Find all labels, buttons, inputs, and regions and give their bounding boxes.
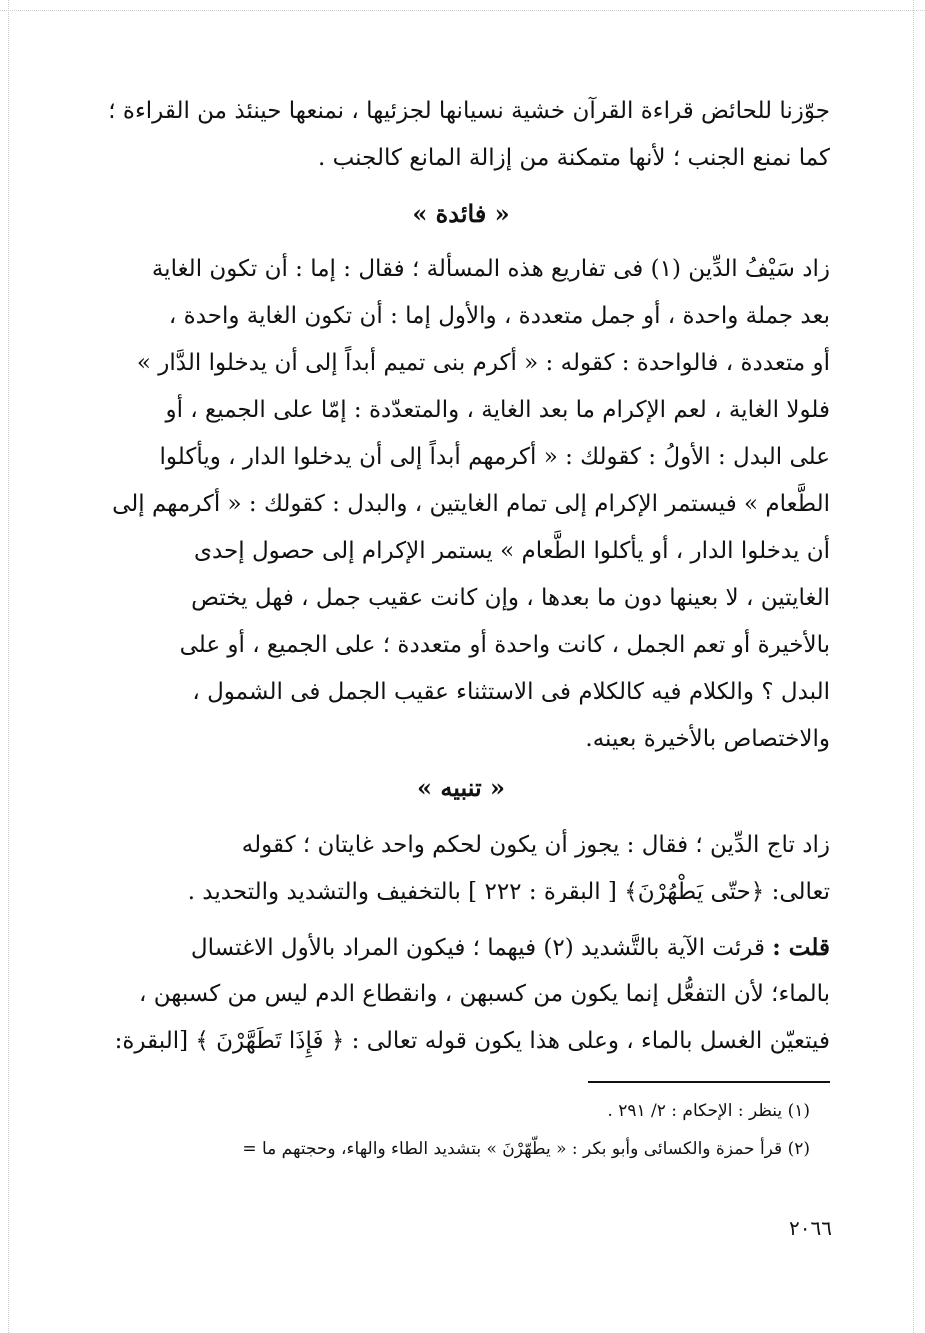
qult-label: قلت : (772, 934, 830, 961)
section-body-tanbih (92, 822, 830, 916)
text-line: بالأخيرة أو تعم الجمل ، كانت واحدة أو متعددة ؛ على الجميع ، أو على (179, 632, 830, 658)
text-line: أن يدخلوا الدار ، أو يأكلوا الطَّعام » يستمر الإكرام إلى حصول إحدى (193, 538, 830, 564)
text-line (92, 924, 830, 971)
section-heading-tanbih: « تنبيه » (417, 773, 505, 802)
text-line: زاد سَيْفُ الدِّين (١) فى تفاريع هذه المسألة ؛ فقال : إما : أن تكون الغاية (151, 256, 830, 282)
text-line: زاد تاج الدِّين ؛ فقال : يجوز أن يكون لحكم واحد غايتان ؛ كقوله (241, 832, 830, 858)
text-line: بعد جملة واحدة ، أو جمل متعددة ، والأول إما : أن تكون الغاية واحدة ، (168, 303, 830, 329)
intro-paragraph (92, 88, 830, 182)
text-line: تعالى: ﴿حتّى يَطْهُرْنَ﴾ [ البقرة : ٢٢٢ ] بالتخفيف والتشديد والتحديد . (187, 879, 830, 905)
section-body-faida (92, 246, 830, 763)
text-line: فيتعيّن الغسل بالماء ، وعلى هذا يكون قوله تعالى : ﴿ فَإِذَا تَطَهَّرْنَ ﴾ [البقرة: (114, 1028, 830, 1054)
section-heading-faida: « فائدة » (412, 199, 510, 228)
text-line: كما نمنع الجنب ؛ لأنها متمكنة من إزالة المانع كالجنب . (317, 145, 830, 171)
text-line: البدل ؟ والكلام فيه كالكلام فى الاستثناء عقيب الجمل فى الشمول ، (192, 679, 830, 705)
qult-line-text: قرئت الآية بالتَّشديد (٢) فيهما ؛ فيكون المراد بالأول الاغتسال (190, 935, 765, 961)
text-line: والاختصاص بالأخيرة بعينه. (585, 726, 830, 752)
footnotes (92, 1092, 810, 1168)
scan-edge-top (0, 10, 925, 12)
text-line: بالماء؛ لأن التفعُّل إنما يكون من كسبهن ، وانقطاع الدم ليس من كسبهن ، (138, 981, 830, 1007)
footnote-2: (٢) قرأ حمزة والكسائى وأبو بكر : « يطّهّرْنَ » بتشديد الطاء والهاء، وحجتهم ما = (242, 1139, 810, 1159)
scan-edge-left (8, 0, 10, 1333)
scan-edge-right (913, 0, 915, 1333)
text-line: جوّزنا للحائض قراءة القرآن خشية نسيانها لجزئيها ، نمنعها حينئذ من القراءة ؛ (108, 98, 830, 124)
text-line: فلولا الغاية ، لعم الإكرام ما بعد الغاية ، والمتعدّدة : إمّا على الجميع ، أو (165, 397, 830, 423)
text-line: أو متعددة ، فالواحدة : كقوله : « أكرم بنى تميم أبداً إلى أن يدخلوا الدَّار » (136, 350, 830, 376)
text-line: على البدل : الأولُ : كقولك : « أكرمهم أبداً إلى أن يدخلوا الدار ، ويأكلوا (159, 444, 830, 470)
page-number: ٢٠٦٦ (789, 1216, 832, 1240)
qult-paragraph (92, 924, 830, 1065)
footnote-separator (588, 1081, 830, 1083)
footnote-1: (١) ينظر : الإحكام : ٢/ ٢٩١ . (607, 1101, 810, 1121)
text-line: الطَّعام » فيستمر الإكرام إلى تمام الغايتين ، والبدل : كقولك : « أكرمهم إلى (112, 491, 830, 517)
text-line: الغايتين ، لا بعينها دون ما بعدها ، وإن كانت عقيب جمل ، فهل يختص (191, 585, 830, 611)
